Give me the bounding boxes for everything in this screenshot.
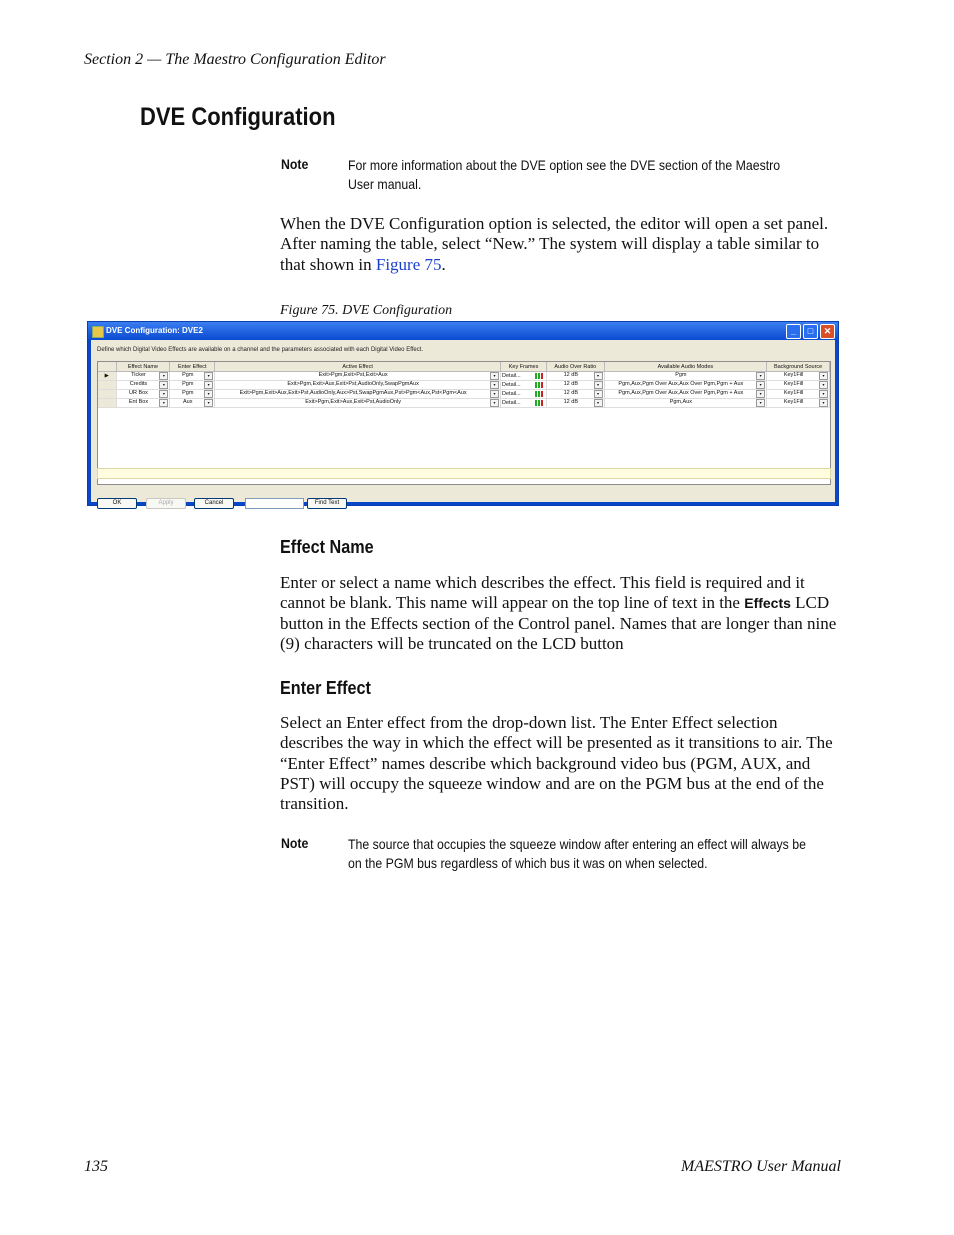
- enter-effect-paragraph: Select an Enter effect from the drop-down list. The Enter Effect selection describes the way in which the effect will be presented as it transitions to air. The “Enter Effect” names describe which background video bus (PGM, AUX, and PST) will occupy the squeeze window and are on the PGM bus at the end of the transition.: [280, 713, 833, 814]
- manual-title: MAESTRO User Manual: [681, 1158, 841, 1175]
- effect-name-heading: Effect Name: [280, 537, 374, 557]
- dropdown-arrow-icon[interactable]: ▾: [756, 399, 765, 407]
- level-meter-icon: [535, 400, 543, 406]
- col-audio-modes[interactable]: Available Audio Modes: [604, 362, 767, 372]
- note-text: For more information about the DVE option see the DVE section of the Maestro User manual.: [348, 157, 781, 192]
- note-label: Note: [281, 835, 309, 851]
- intro-paragraph: When the DVE Configuration option is selected, the editor will open a set panel. After naming the table, select “New.” The system will display a table similar to that shown in Figure 75.: [280, 214, 829, 274]
- close-icon[interactable]: ✕: [820, 324, 835, 339]
- dropdown-arrow-icon[interactable]: ▾: [159, 390, 168, 398]
- dropdown-arrow-icon[interactable]: ▾: [594, 372, 603, 380]
- status-strip: [97, 468, 831, 479]
- window-description: Define which Digital Video Effects are available on a channel and the parameters associated with each Digital Video Effect.: [97, 347, 424, 353]
- dropdown-arrow-icon[interactable]: ▾: [756, 390, 765, 398]
- dropdown-arrow-icon[interactable]: ▾: [756, 372, 765, 380]
- minimize-icon[interactable]: _: [786, 324, 801, 339]
- level-meter-icon: [535, 391, 543, 397]
- dropdown-arrow-icon[interactable]: ▾: [819, 372, 828, 380]
- dropdown-arrow-icon[interactable]: ▾: [594, 381, 603, 389]
- dve-table: [97, 361, 831, 485]
- dve-config-window: [87, 321, 839, 506]
- col-effect-name[interactable]: Effect Name: [116, 362, 170, 372]
- window-titlebar: [88, 322, 838, 340]
- window-client: [91, 340, 835, 506]
- dropdown-arrow-icon[interactable]: ▾: [819, 390, 828, 398]
- col-active-effect[interactable]: Active Effect: [215, 362, 501, 372]
- table-row[interactable]: Ent Box ▾ Aux ▾ Exit>Pgm,Exit>Aux,Exit>Pst,AudioOnly ▾ Detail... 12 dB ▾ Pgm,Aux ▾ Key1Fill ▾: [98, 399, 830, 408]
- col-key-frames[interactable]: Key Frames: [501, 362, 547, 372]
- dropdown-arrow-icon[interactable]: ▾: [594, 390, 603, 398]
- dropdown-arrow-icon[interactable]: ▾: [490, 372, 499, 380]
- find-text-button[interactable]: Find Text: [307, 498, 347, 509]
- col-background-source[interactable]: Background Source: [767, 362, 830, 372]
- dropdown-arrow-icon[interactable]: ▾: [159, 381, 168, 389]
- note-text: The source that occupies the squeeze window after entering an effect will always be on the PGM bus regardless of which bus it was on when selected.: [348, 836, 806, 871]
- dropdown-arrow-icon[interactable]: ▾: [204, 381, 213, 389]
- maximize-icon[interactable]: □: [803, 324, 818, 339]
- dropdown-arrow-icon[interactable]: ▾: [490, 399, 499, 407]
- dropdown-arrow-icon[interactable]: ▾: [159, 399, 168, 407]
- dropdown-arrow-icon[interactable]: ▾: [756, 381, 765, 389]
- dropdown-arrow-icon[interactable]: ▾: [159, 372, 168, 380]
- find-text-input[interactable]: [245, 498, 304, 509]
- dropdown-arrow-icon[interactable]: ▾: [594, 399, 603, 407]
- enter-effect-heading: Enter Effect: [280, 678, 371, 698]
- table-row[interactable]: ▶ Ticker ▾ Pgm ▾ Exit>Pgm,Exit>Pst,Exit>Aux ▾ Detail... 12 dB ▾ Pgm ▾ Key1Fill ▾: [98, 372, 830, 381]
- table-row[interactable]: UR Box ▾ Pgm ▾ Exit>Pgm,Exit>Aux,Exit>Pst,AudioOnly,Aux>Pst,SwapPgmAux,Pst>Pgm<Aux,Pst<Pgm<Aux ▾ Detail... 12 dB ▾ Pgm,Aux,Pgm Over Aux,Aux Over Pgm,Pgm + Aux ▾ Key1Fill ▾: [98, 390, 830, 399]
- effect-name-paragraph: Enter or select a name which describes the effect. This field is required and it cannot be blank. This name will appear on the top line of text in the Effects LCD button in the Effects section of the Control panel. Names that are longer than nine (9) characters will be truncated on the LCD button: [280, 573, 837, 653]
- dropdown-arrow-icon[interactable]: ▾: [204, 372, 213, 380]
- app-icon: [92, 326, 104, 338]
- ok-button[interactable]: OK: [97, 498, 137, 509]
- table-row[interactable]: Credits ▾ Pgm ▾ Exit>Pgm,Exit>Aux,Exit>Pst,AudioOnly,SwapPgmAux ▾ Detail... 12 dB ▾ Pgm,Aux,Pgm Over Aux,Aux Over Pgm,Pgm + Aux ▾ Key1Fill ▾: [98, 381, 830, 390]
- dropdown-arrow-icon[interactable]: ▾: [819, 381, 828, 389]
- col-audio-over-ratio[interactable]: Audio Over Ratio: [547, 362, 604, 372]
- page-number: 135: [84, 1158, 108, 1175]
- figure-caption: Figure 75. DVE Configuration: [280, 303, 453, 318]
- cancel-button[interactable]: Cancel: [194, 498, 234, 509]
- apply-button[interactable]: Apply: [146, 498, 186, 509]
- window-title: DVE Configuration: DVE2: [106, 326, 203, 335]
- note-label: Note: [281, 156, 309, 172]
- col-enter-effect[interactable]: Enter Effect: [170, 362, 215, 372]
- page-title: DVE Configuration: [140, 103, 336, 131]
- dropdown-arrow-icon[interactable]: ▾: [490, 390, 499, 398]
- dropdown-arrow-icon[interactable]: ▾: [204, 390, 213, 398]
- level-meter-icon: [535, 382, 543, 388]
- dropdown-arrow-icon[interactable]: ▾: [490, 381, 499, 389]
- figure-link[interactable]: Figure 75: [375, 254, 442, 274]
- dropdown-arrow-icon[interactable]: ▾: [819, 399, 828, 407]
- level-meter-icon: [535, 373, 543, 379]
- dropdown-arrow-icon[interactable]: ▾: [204, 399, 213, 407]
- row-selector-icon[interactable]: ▶: [98, 372, 116, 381]
- running-header: Section 2 — The Maestro Configuration Editor: [84, 51, 386, 68]
